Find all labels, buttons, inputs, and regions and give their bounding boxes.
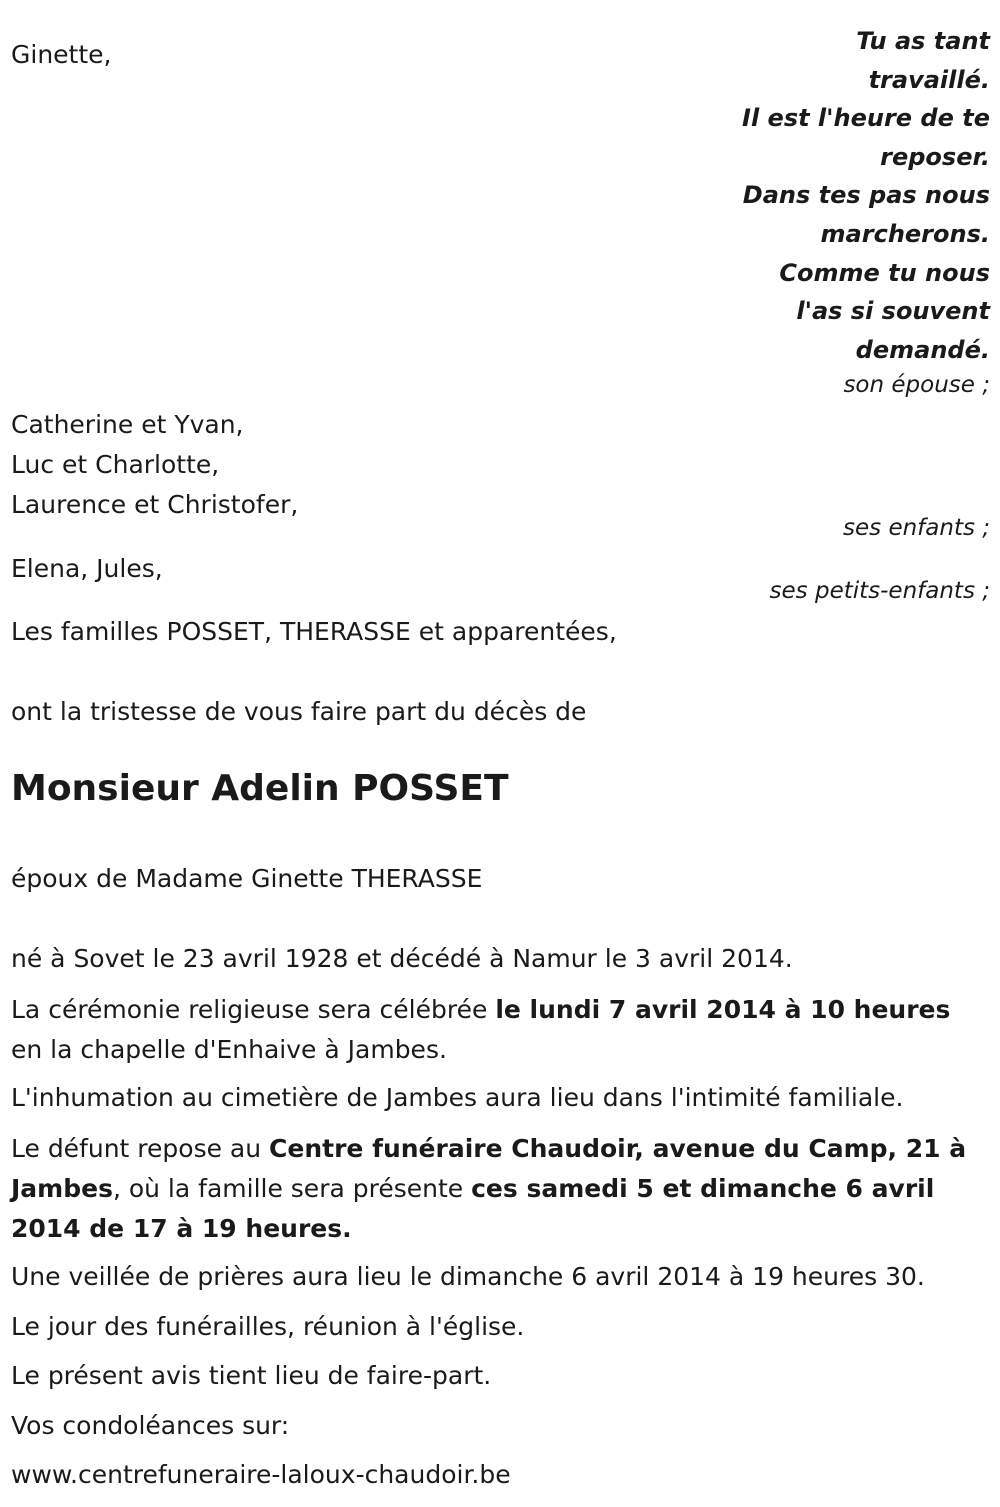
- poem-line: demandé.: [855, 335, 990, 364]
- poem-line: l'as si souvent: [796, 297, 990, 326]
- ceremony-paragraph: [11, 990, 986, 1070]
- announcement: ont la tristesse de vous faire part du décès de: [11, 697, 587, 726]
- birth-death: né à Sovet le 23 avril 1928 et décédé à Namur le 3 avril 2014.: [11, 944, 793, 973]
- rest-text-2: , où la famille sera présente: [112, 1174, 472, 1203]
- grandchildren-line: Elena, Jules,: [11, 554, 163, 583]
- poem-line: Il est l'heure de te: [742, 104, 990, 133]
- child-line: Luc et Charlotte,: [11, 450, 220, 479]
- rest-location: Centre funéraire Chaudoir, avenue du Camp, 21 à Jambes: [11, 1134, 967, 1203]
- poem-line: travaillé.: [868, 65, 990, 94]
- ceremony-location: en la chapelle d'Enhaive à Jambes.: [11, 1035, 447, 1064]
- poem-line: Tu as tant: [856, 27, 990, 55]
- ceremony-date: le lundi 7 avril 2014 à 10 heures: [495, 995, 951, 1024]
- rest-paragraph: [11, 1129, 986, 1249]
- poem-line: Comme tu nous: [779, 258, 990, 287]
- deceased-name: Monsieur Adelin POSSET: [11, 768, 509, 809]
- child-line: Laurence et Christofer,: [11, 490, 299, 519]
- poem: [742, 22, 990, 369]
- burial-line: L'inhumation au cimetière de Jambes aura lieu dans l'intimité familiale.: [11, 1083, 904, 1112]
- spouse-of: époux de Madame Ginette THERASSE: [11, 864, 483, 893]
- role-grandchildren: ses petits-enfants ;: [769, 578, 990, 604]
- role-children: ses enfants ;: [843, 515, 990, 541]
- poem-line: reposer.: [880, 142, 990, 171]
- salutation: Ginette,: [11, 40, 112, 69]
- rest-text: Le défunt repose au: [11, 1134, 270, 1163]
- funeral-day-line: Le jour des funérailles, réunion à l'église.: [11, 1312, 525, 1341]
- ceremony-text: La cérémonie religieuse sera célébrée: [11, 995, 496, 1024]
- families-line: Les familles POSSET, THERASSE et apparentées,: [11, 617, 617, 646]
- role-spouse: son épouse ;: [843, 372, 990, 398]
- rest-dates: ces samedi 5 et dimanche 6 avril 2014 de 17 à 19 heures.: [11, 1174, 935, 1243]
- poem-line: marcherons.: [820, 219, 990, 248]
- poem-line: Dans tes pas nous: [742, 181, 990, 210]
- child-line: Catherine et Yvan,: [11, 410, 244, 439]
- condolences-label: Vos condoléances sur:: [11, 1411, 290, 1440]
- notice-line: Le présent avis tient lieu de faire-part.: [11, 1361, 492, 1390]
- website-link[interactable]: www.centrefuneraire-laloux-chaudoir.be: [11, 1460, 511, 1489]
- vigil-line: Une veillée de prières aura lieu le dimanche 6 avril 2014 à 19 heures 30.: [11, 1262, 925, 1291]
